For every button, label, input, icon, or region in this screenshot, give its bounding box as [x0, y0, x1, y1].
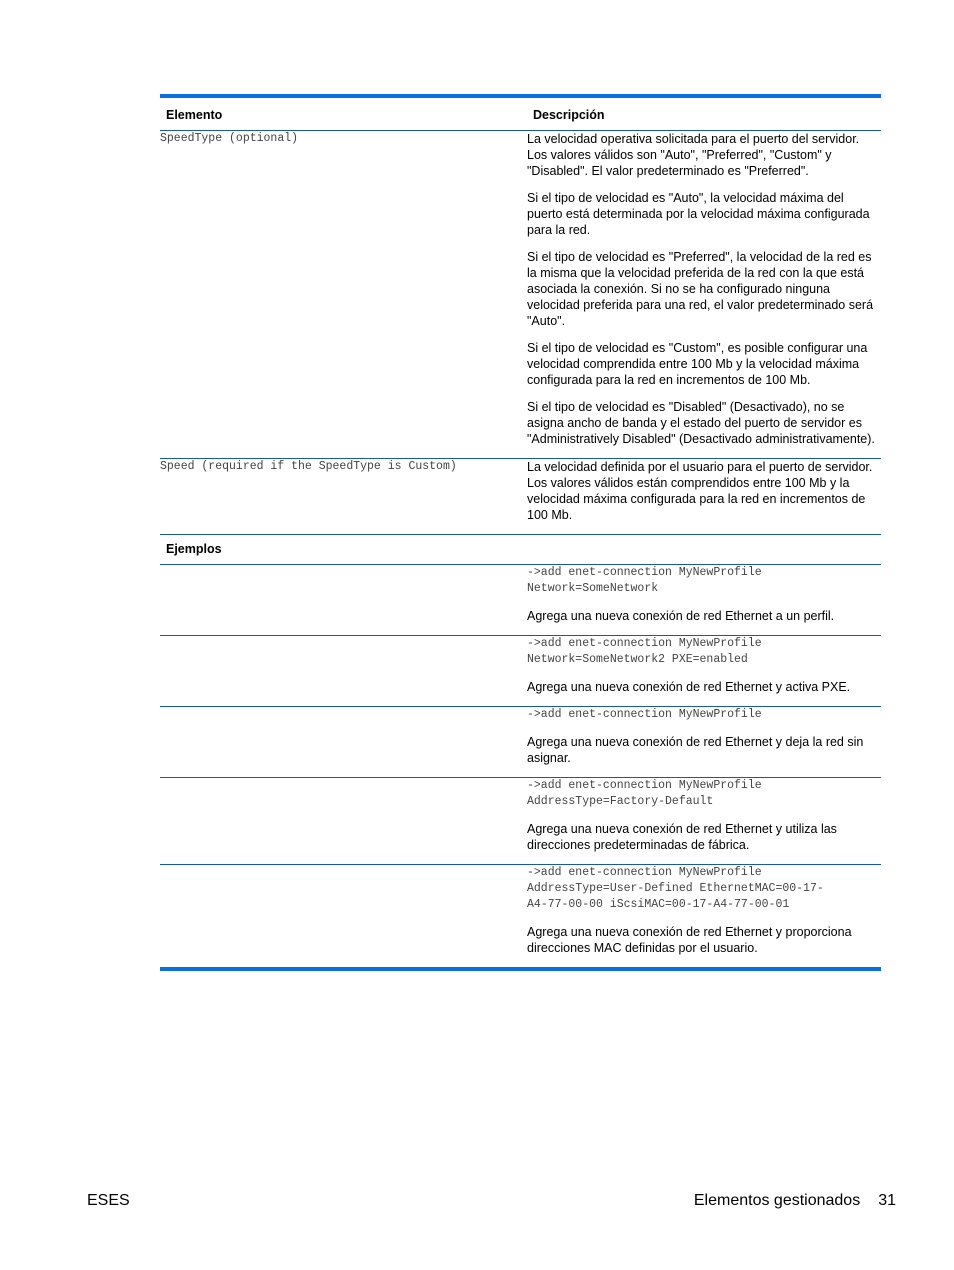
example-code: ->add enet-connection MyNewProfile Network=SomeNetwork2 PXE=enabled [527, 637, 762, 666]
element-name: Speed (required if the SpeedType is Custom) [160, 459, 527, 535]
page-number: 31 [878, 1192, 896, 1209]
example-description: Agrega una nueva conexión de red Ethernet y deja la red sin asignar. [527, 735, 864, 765]
example-row [160, 565, 881, 636]
table-row [160, 131, 881, 459]
example-row [160, 778, 881, 865]
example-description: Agrega una nueva conexión de red Ethernet y activa PXE. [527, 680, 851, 694]
example-code: ->add enet-connection MyNewProfile AddressType=User-Defined EthernetMAC=00-17- A4-77-00-00 iScsiMAC=00-17-A4-77-00-01 [527, 866, 824, 911]
element-description [527, 459, 881, 535]
example-code: ->add enet-connection MyNewProfile Network=SomeNetwork [527, 566, 762, 595]
description-paragraph: La velocidad definida por el usuario para el puerto de servidor. Los valores válidos están comprendidos entre 100 Mb y la velocidad máxima configurada para la red en incrementos de 100 Mb. [527, 460, 873, 522]
element-description [527, 131, 881, 459]
managed-elements-table [160, 94, 881, 971]
description-paragraph: La velocidad operativa solicitada para el puerto del servidor. Los valores válidos son "Auto", "Preferred", "Custom" y "Disabled". El valor predeterminado es "Preferred". [527, 132, 860, 178]
table-header-row [160, 96, 881, 131]
examples-section-row [160, 535, 881, 565]
description-paragraph: Si el tipo de velocidad es "Disabled" (Desactivado), no se asigna ancho de banda y el estado del puerto de servidor es "Administratively Disabled" (Desactivado administrativamente). [527, 400, 875, 446]
description-paragraph: Si el tipo de velocidad es "Auto", la velocidad máxima del puerto está determinada por la velocidad máxima configurada para la red. [527, 191, 870, 237]
examples-label: Ejemplos [160, 535, 881, 565]
example-code: ->add enet-connection MyNewProfile [527, 708, 762, 721]
example-description: Agrega una nueva conexión de red Ethernet y utiliza las direcciones predeterminadas de fábrica. [527, 822, 837, 852]
header-description: Descripción [527, 96, 881, 131]
example-code: ->add enet-connection MyNewProfile AddressType=Factory-Default [527, 779, 762, 808]
example-row [160, 707, 881, 778]
description-paragraph: Si el tipo de velocidad es "Preferred", la velocidad de la red es la misma que la velocidad preferida de la red con la que está asociada la conexión. Si no se ha configurado ninguna velocidad preferida para una red, el valor predeterminado será "Auto". [527, 250, 874, 328]
example-description: Agrega una nueva conexión de red Ethernet y proporciona direcciones MAC definidas por el usuario. [527, 925, 852, 955]
header-element: Elemento [160, 96, 527, 131]
example-row [160, 865, 881, 970]
page-footer [694, 1192, 896, 1210]
description-paragraph: Si el tipo de velocidad es "Custom", es posible configurar una velocidad comprendida entre 100 Mb y la velocidad máxima configurada para la red en incrementos de 100 Mb. [527, 341, 868, 387]
footer-section-title: Elementos gestionados [693, 1192, 861, 1209]
table-row [160, 459, 881, 535]
element-name: SpeedType (optional) [160, 131, 527, 459]
example-description: Agrega una nueva conexión de red Ethernet a un perfil. [527, 609, 835, 623]
example-row [160, 636, 881, 707]
footer-locale: ESES [87, 1192, 130, 1209]
